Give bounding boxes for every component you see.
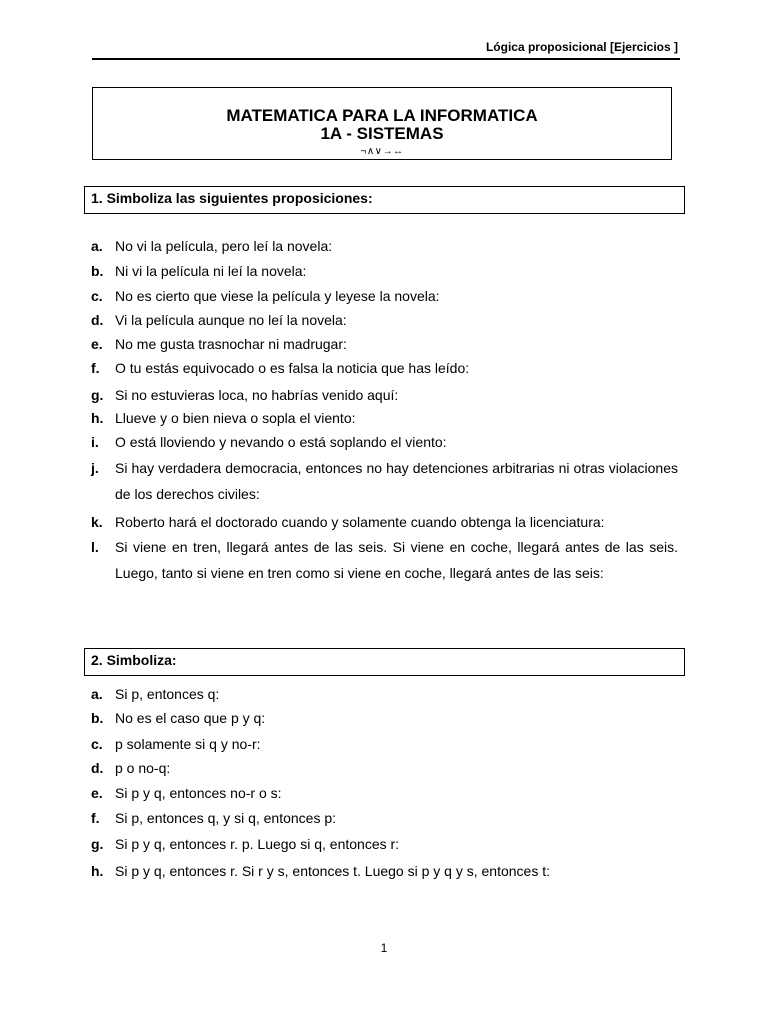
item-text: No vi la película, pero leí la novela: [115,238,333,254]
page-number: 1 [380,941,388,955]
item-letter: i. [91,434,99,450]
list-item [91,760,678,776]
title-box [92,87,672,160]
item-text: Si p y q, entonces r. p. Luego si q, entonces r: [115,836,400,852]
list-item [91,263,678,279]
header-rule [92,58,680,60]
list-item [91,387,678,403]
list-item [91,238,678,254]
item-letter: h. [91,410,104,426]
list-item [91,312,678,328]
item-letter: e. [91,785,103,801]
item-text: No es cierto que viese la película y leyese la novela: [115,288,440,304]
item-letter: g. [91,836,104,852]
item-text: Vi la película aunque no leí la novela: [115,312,347,328]
item-text: No me gusta trasnochar ni madrugar: [115,336,347,352]
item-text: Roberto hará el doctorado cuando y solamente cuando obtenga la licenciatura: [115,514,605,530]
item-letter: b. [91,710,104,726]
item-letter: g. [91,387,104,403]
item-text: Si p y q, entonces no-r o s: [115,785,282,801]
item-letter: d. [91,312,104,328]
item-letter: a. [91,686,103,702]
item-text: p solamente si q y no-r: [115,736,261,752]
item-text: O está lloviendo y nevando o está soplando el viento: [115,434,447,450]
list-item [91,686,678,702]
item-text: Si no estuvieras loca, no habrías venido aquí: [115,387,399,403]
item-letter: e. [91,336,103,352]
list-item [91,863,678,879]
item-letter: h. [91,863,104,879]
item-letter: b. [91,263,104,279]
list-item [91,514,678,530]
document-title: MATEMATICA PARA LA INFORMATICA [226,106,538,125]
list-item [91,836,678,852]
item-letter: f. [91,360,100,376]
item-letter: k. [91,514,103,530]
item-text: p o no-q: [115,760,171,776]
item-text: Si p y q, entonces r. Si r y s, entonces t. Luego si p y q y s, entonces t: [115,863,551,879]
item-letter: d. [91,760,104,776]
item-letter: c. [91,736,103,752]
list-item [91,736,678,752]
item-text: Llueve y o bien nieva o sopla el viento: [115,410,356,426]
item-text: Si p, entonces q, y si q, entonces p: [115,810,337,826]
list-item [91,455,678,507]
logic-symbols: ¬∧∨→↔ [360,146,404,157]
item-letter: a. [91,238,103,254]
item-text: O tu estás equivocado o es falsa la noticia que has leído: [115,360,470,376]
item-text: Ni vi la película ni leí la novela: [115,263,307,279]
list-item [91,710,678,726]
item-text: Si viene en tren, llegará antes de las seis. Si viene en coche, llegará antes de las seis. Luego, tanto si viene en tren como si viene en coche, llegará antes de las seis: [115,539,678,581]
item-text: No es el caso que p y q: [115,710,266,726]
section2-heading: 2. Simboliza: [84,648,685,676]
item-letter: j. [91,460,99,476]
list-item [91,336,678,352]
item-letter: c. [91,288,103,304]
list-item [91,810,678,826]
section1-heading: 1. Simboliza las siguientes proposiciones: [84,186,685,214]
running-header: Lógica proposicional [Ejercicios ] [485,40,678,54]
document-subtitle: 1A - SISTEMAS [320,124,444,143]
list-item [91,288,678,304]
list-item [91,534,678,586]
item-text: Si hay verdadera democracia, entonces no hay detenciones arbitrarias ni otras violaciones de los derechos civiles: [115,460,678,502]
item-text: Si p, entonces q: [115,686,220,702]
list-item [91,360,678,376]
list-item [91,410,678,426]
list-item [91,785,678,801]
item-letter: f. [91,810,100,826]
item-letter: l. [91,539,99,555]
list-item [91,434,678,450]
